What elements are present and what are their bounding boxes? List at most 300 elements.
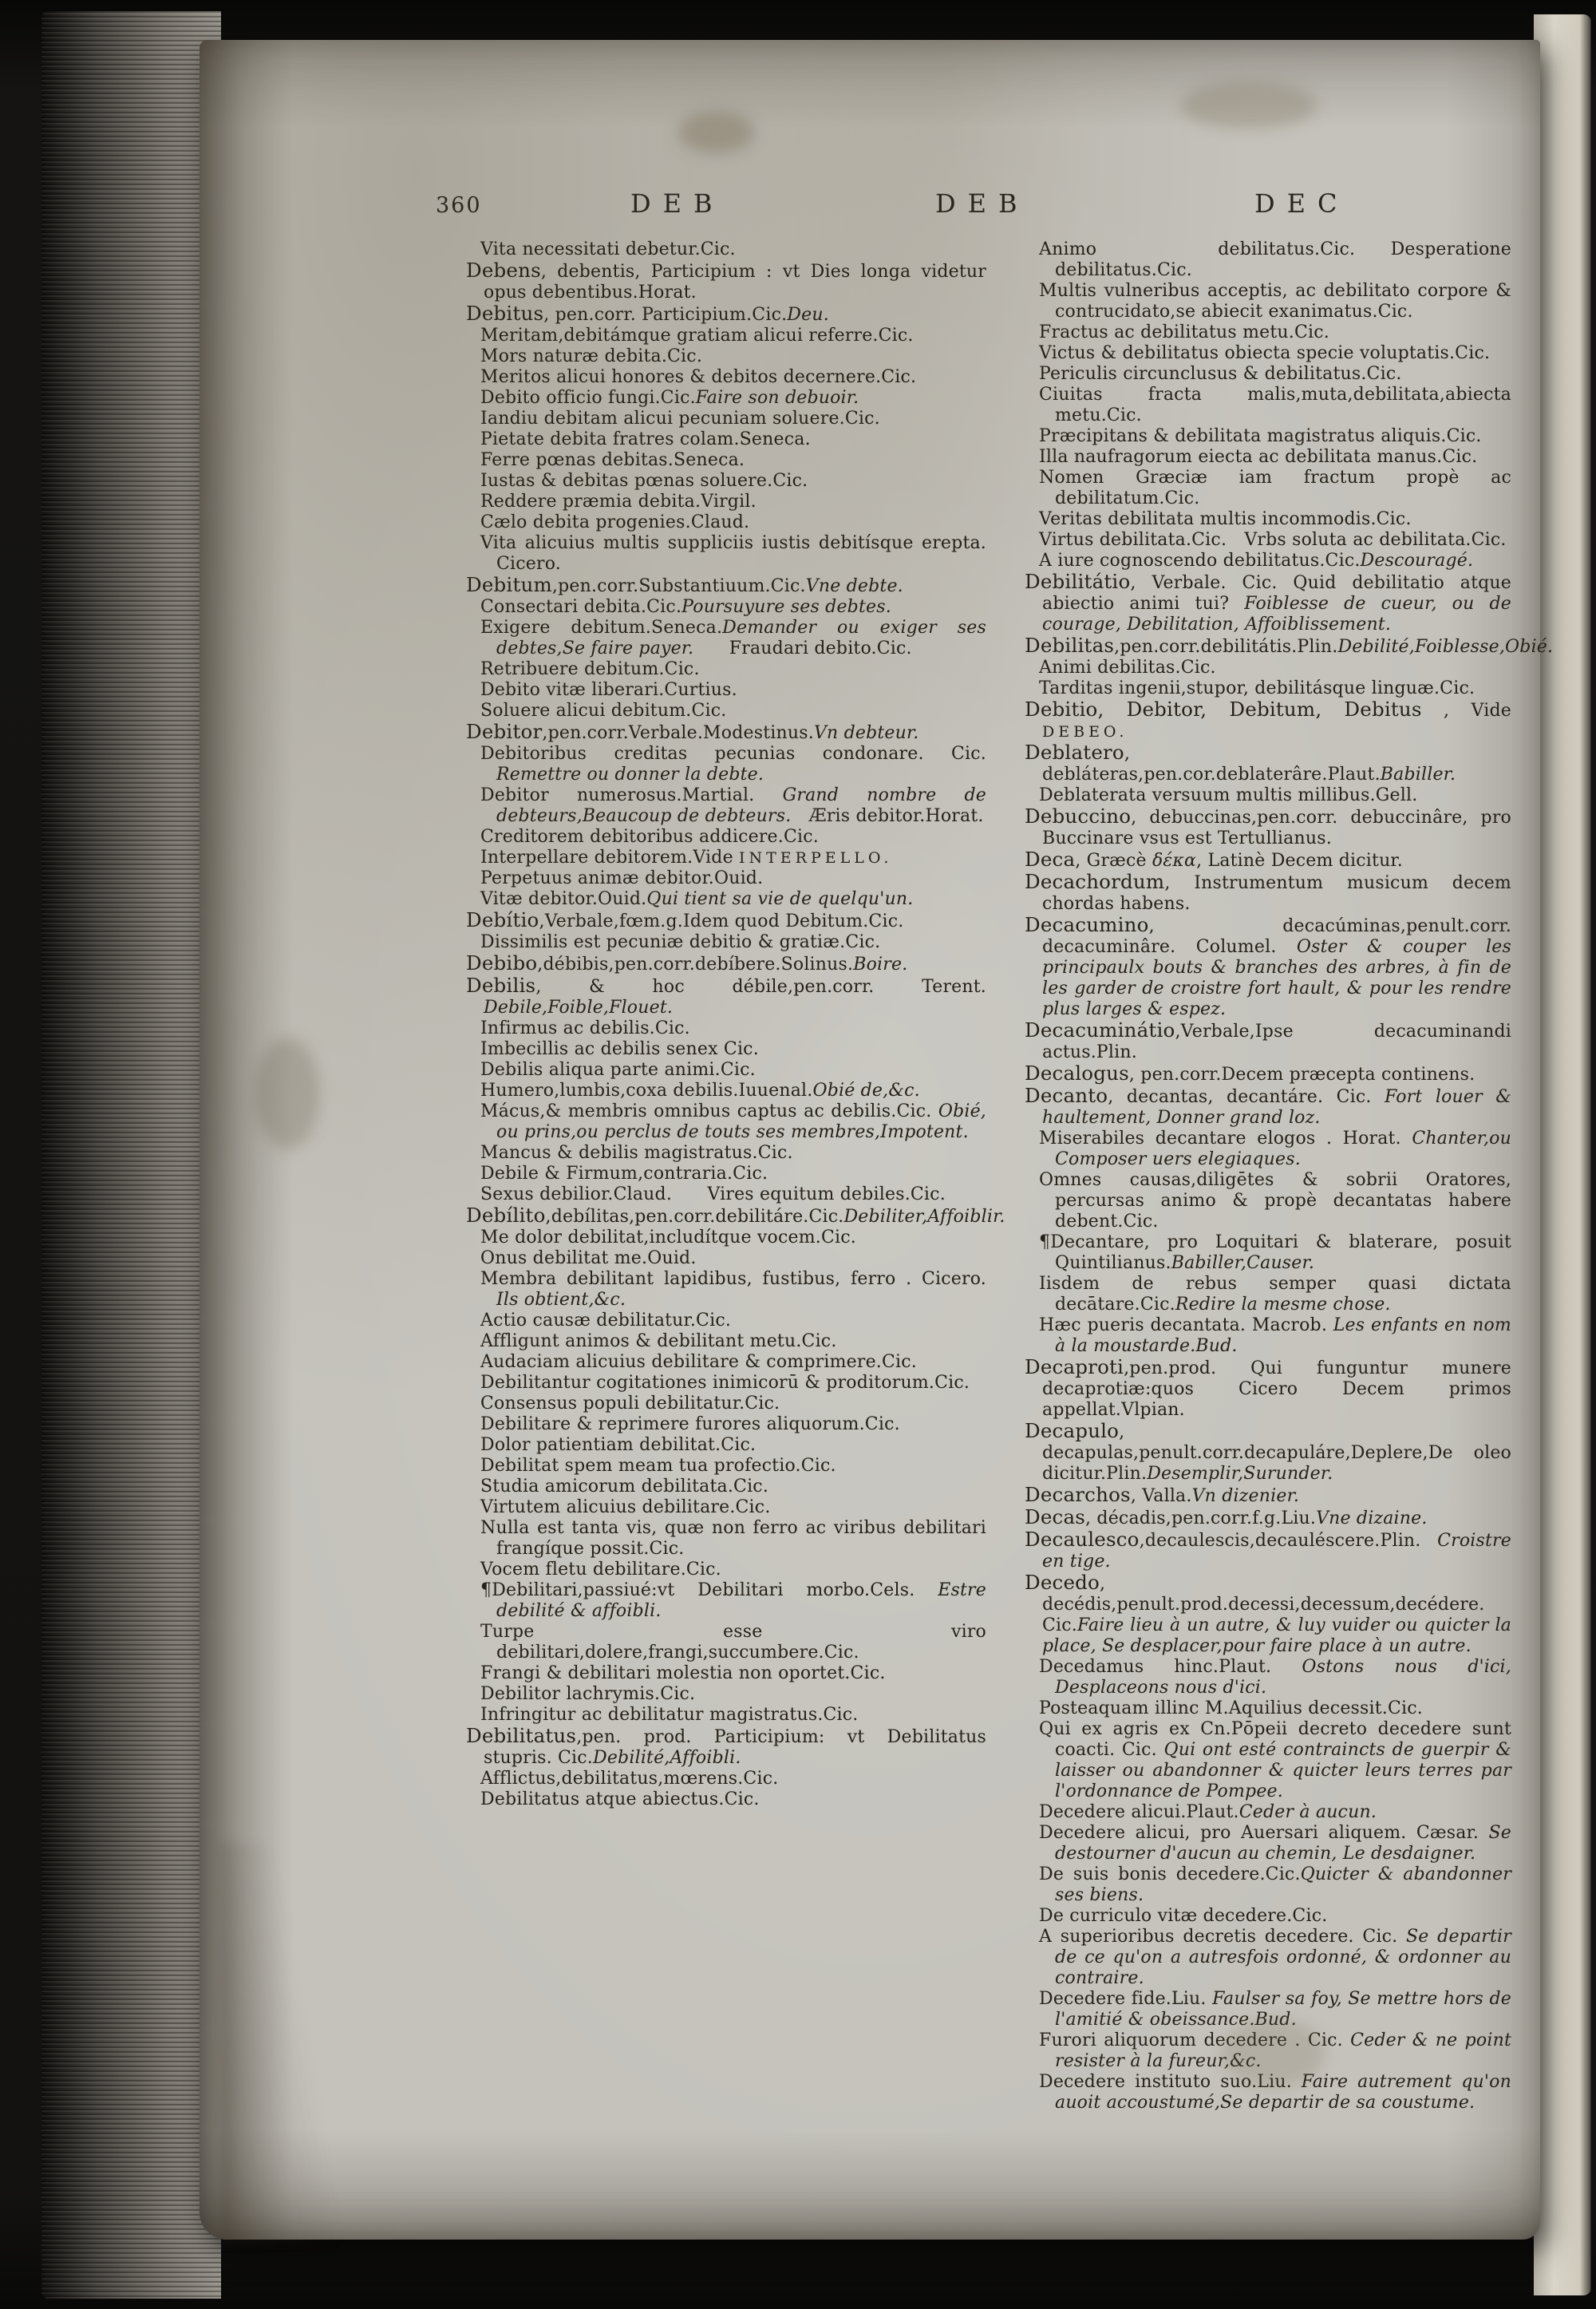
entry-text: Dissimilis est pecuniæ debitio & gratiæ.Cic. xyxy=(480,932,881,952)
dictionary-entry xyxy=(1025,1170,1511,1232)
entry-text: ,Verbale,fœm.g.Idem quod Debitum.Cic. xyxy=(539,911,904,931)
dictionary-entry xyxy=(466,471,986,492)
french-gloss: Faire lieu à un autre, & luy vuider ou quicter la place, Se desplacer,pour faire place à un autre. xyxy=(1042,1615,1511,1656)
dictionary-entry xyxy=(466,701,986,722)
dictionary-entry xyxy=(466,367,986,388)
entry-text: Posteaquam illinc M.Aquilius decessit.Cic. xyxy=(1039,1698,1423,1718)
french-gloss: Faire autrement qu'on auoit accoustumé,Se departir de sa coustume. xyxy=(1055,2072,1511,2113)
dictionary-entry xyxy=(1025,447,1511,468)
dictionary-entry xyxy=(1025,872,1511,915)
entry-text: , Græcè xyxy=(1075,851,1152,871)
french-gloss: Quicter & abandonner ses biens. xyxy=(1055,1864,1511,1905)
headword: Deblatero xyxy=(1025,741,1124,764)
entry-text: , decantas, decantáre. Cic. xyxy=(1108,1087,1385,1107)
headword: Decarchos xyxy=(1025,1483,1131,1506)
dictionary-entry xyxy=(1025,658,1511,678)
running-head-center: DEB xyxy=(935,188,1029,219)
dictionary-entry xyxy=(1025,699,1511,742)
dictionary-entry xyxy=(466,1352,986,1373)
dictionary-entry xyxy=(1025,1529,1511,1572)
entry-text: Omnes causas,diligētes & sobrii Oratores, percursas animo & propè decantatas habere debent.Cic. xyxy=(1039,1170,1511,1232)
dictionary-entry xyxy=(466,597,986,618)
headword: Decalogus xyxy=(1025,1062,1129,1085)
headword: Deca xyxy=(1025,848,1076,871)
dictionary-entry xyxy=(1025,1274,1511,1315)
dictionary-entry xyxy=(466,533,986,575)
entry-text: Afflictus,debilitatus,mœrens.Cic. xyxy=(480,1769,779,1789)
entry-text: Fractus ac debilitatus metu.Cic. xyxy=(1039,322,1329,342)
dictionary-entry xyxy=(1025,1864,1511,1906)
dictionary-entry xyxy=(466,429,986,450)
french-gloss: Qui tient sa vie de quelqu'un. xyxy=(646,889,914,909)
cross-reference: INTERPELLO. xyxy=(739,849,893,867)
dictionary-entry xyxy=(466,1705,986,1726)
entry-text: , décadis,pen.corr.f.g.Liu. xyxy=(1085,1508,1317,1528)
dictionary-entry xyxy=(466,1769,986,1789)
dictionary-entry xyxy=(466,659,986,680)
headword: Decedo xyxy=(1025,1571,1100,1594)
french-gloss: Vne dizaine. xyxy=(1316,1508,1428,1528)
entry-text: ,Verbale,Ipse decacuminandi actus.Plin. xyxy=(1042,1022,1511,1062)
french-gloss: Debile,Foible,Flouet. xyxy=(484,998,674,1018)
french-gloss: Debiliter,Affoiblir. xyxy=(843,1207,1005,1227)
headword: Debilitas xyxy=(1025,634,1115,657)
dictionary-entry xyxy=(466,1204,1005,1228)
dictionary-entry xyxy=(466,827,986,848)
entry-text: Meritos alicui honores & debitos decernere.Cic. xyxy=(480,367,917,387)
dictionary-entry xyxy=(1025,1698,1511,1719)
dictionary-entry xyxy=(466,512,986,533)
dictionary-entry xyxy=(466,409,986,429)
entry-text: Debilitare & reprimere furores aliquorum.Cic. xyxy=(480,1414,900,1434)
paper-stain xyxy=(1181,81,1317,129)
french-gloss: Obié, ou prins,ou perclus de touts ses membres,Impotent. xyxy=(496,1101,986,1142)
entry-text: Debitoribus creditas pecunias condonare. Cic. xyxy=(480,744,986,764)
dictionary-entry xyxy=(1025,1020,1511,1063)
paper-crease xyxy=(220,1844,340,2243)
headword: Debilitatus xyxy=(466,1724,577,1747)
dictionary-entry xyxy=(466,722,986,744)
entry-text: De curriculo vitæ decedere.Cic. xyxy=(1039,1906,1328,1926)
dictionary-entry xyxy=(466,932,986,953)
entry-text: Miserabiles decantare elogos . Horat. xyxy=(1039,1129,1412,1149)
entry-text: Onus debilitat me.Ouid. xyxy=(480,1248,697,1268)
entry-text: Æris debitor.Horat. xyxy=(791,806,984,826)
french-gloss: Deu. xyxy=(787,305,829,325)
french-gloss: Ceder à aucun. xyxy=(1238,1802,1377,1822)
entry-text: Vitæ debitor.Ouid. xyxy=(480,889,647,909)
dictionary-entry xyxy=(466,1435,986,1456)
dictionary-entry xyxy=(1025,1063,1511,1085)
dictionary-entry xyxy=(466,303,986,326)
french-gloss: Estre debilité & affoibli. xyxy=(496,1580,986,1621)
dictionary-entry xyxy=(1025,343,1511,364)
dictionary-entry xyxy=(1025,1802,1511,1823)
page-number: 360 xyxy=(436,193,482,218)
dictionary-entry xyxy=(466,1580,986,1622)
french-gloss: δέκα xyxy=(1152,851,1197,871)
entry-text: Mors naturæ debita.Cic. xyxy=(480,346,703,366)
entry-text: ,pen. prod. Participium: vt Debilitatus stupris. Cic. xyxy=(484,1727,986,1768)
dictionary-entry xyxy=(466,953,986,975)
entry-text: Decedere alicui.Plaut. xyxy=(1039,1802,1239,1822)
french-gloss: Chanter,ou Composer uers elegiaques. xyxy=(1055,1129,1511,1169)
dictionary-entry xyxy=(1025,1129,1511,1170)
headword: Decachordum xyxy=(1025,870,1165,893)
dictionary-entry xyxy=(466,1060,986,1081)
dictionary-entry xyxy=(1025,509,1511,530)
dictionary-entry xyxy=(466,1373,986,1394)
entry-text: Humero,lumbis,coxa debilis.Iuuenal. xyxy=(480,1081,813,1101)
headword: Decaulesco xyxy=(1025,1528,1140,1551)
dictionary-entry xyxy=(466,1726,986,1769)
entry-text: Vita necessitati debetur.Cic. xyxy=(480,239,736,259)
french-gloss: Se destourner d'aucun au chemin, Le desdaigner. xyxy=(1055,1823,1511,1864)
dictionary-entry xyxy=(1025,571,1511,635)
dictionary-entry xyxy=(466,1622,986,1663)
entry-text: Victus & debilitatus obiecta specie voluptatis.Cic. xyxy=(1039,343,1491,363)
entry-text: , debentis, Participium : vt Dies longa videtur opus debentibus.Horat. xyxy=(484,262,986,302)
entry-text: ,pen.prod. Qui funguntur munere decaprotiæ:quos Cicero Decem primos appellat.Vlpian. xyxy=(1042,1358,1511,1420)
entry-text: Debilitat spem meam tua profectio.Cic. xyxy=(480,1456,836,1476)
dictionary-entry xyxy=(1025,678,1511,699)
cross-reference: DEBEO. xyxy=(1042,723,1128,741)
french-gloss: Croistre en tige. xyxy=(1042,1531,1511,1572)
entry-text: ,pen.corr.Verbale.Modestinus. xyxy=(542,723,814,743)
french-gloss: Grand nombre de debteurs,Beaucoup de debteurs. xyxy=(496,785,986,826)
dictionary-entry xyxy=(466,326,986,346)
dictionary-entry xyxy=(1025,1085,1511,1129)
entry-text: Hæc pueris decantata. Macrob. xyxy=(1039,1315,1333,1335)
entry-text: Creditorem debitoribus addicere.Cic. xyxy=(480,827,819,847)
dictionary-entry xyxy=(466,388,986,409)
entry-text: Nulla est tanta vis, quæ non ferro ac viribus debilitari frangíque possit.Cic. xyxy=(480,1518,986,1559)
entry-text: , pen.corr. Participium.Cic. xyxy=(543,305,788,325)
entry-text: Consectari debita.Cic. xyxy=(480,597,682,617)
entry-text: ,decaulescis,decauléscere.Plin. xyxy=(1139,1531,1438,1551)
french-gloss: Ceder & ne point resister à la fureur,&c. xyxy=(1055,2030,1512,2071)
entry-text: Veritas debilitata multis incommodis.Cic. xyxy=(1039,509,1412,529)
dictionary-column-left xyxy=(466,239,1005,1810)
french-gloss: Remettre ou donner la debte. xyxy=(496,765,764,785)
entry-text: A iure cognoscendo debilitatus.Cic. xyxy=(1039,551,1361,571)
dictionary-entry xyxy=(466,1143,986,1164)
entry-text: Qui ex agris ex Cn.Pōpeii decreto decedere sunt coacti. Cic. xyxy=(1039,1719,1511,1760)
dictionary-entry xyxy=(1025,1572,1511,1657)
dictionary-entry xyxy=(1025,849,1511,872)
entry-text: Debitor numerosus.Martial. xyxy=(480,785,783,805)
entry-text: Decedere fide.Liu. xyxy=(1039,1989,1213,2009)
french-gloss: Demander ou exiger ses debtes,Se faire payer. xyxy=(496,618,986,658)
entry-text: Tarditas ingenii,stupor, debilitásque linguæ.Cic. xyxy=(1039,678,1476,698)
headword: Decacumino xyxy=(1025,913,1149,936)
paper-stain xyxy=(1221,2019,1325,2087)
headword: Decanto xyxy=(1025,1084,1108,1107)
headword: Debilitátio xyxy=(1025,570,1131,593)
dictionary-entry xyxy=(466,450,986,471)
entry-text: Nomen Græciæ iam fractum propè ac debilitatum.Cic. xyxy=(1039,468,1511,508)
dictionary-entry xyxy=(466,1184,986,1205)
dictionary-entry xyxy=(1025,806,1511,849)
entry-text: Deblaterata versuum multis millibus.Gell. xyxy=(1039,785,1418,805)
dictionary-entry xyxy=(1025,530,1511,551)
entry-text: ,debílitas,pen.corr.debilitáre.Cic. xyxy=(545,1207,844,1227)
headword: Decacuminátio xyxy=(1025,1018,1175,1042)
entry-text: Mancus & debilis magistratus.Cic. xyxy=(480,1143,793,1163)
entry-text: , Instrumentum musicum decem chordas habens. xyxy=(1042,873,1511,914)
headword: Decapulo xyxy=(1025,1419,1120,1442)
dictionary-entry xyxy=(1025,468,1511,509)
french-gloss: Foiblesse de cueur, ou de courage, Debilitation, Affoiblissement. xyxy=(1042,594,1511,635)
dictionary-entry xyxy=(1025,281,1511,322)
french-gloss: Vn dizenier. xyxy=(1191,1486,1300,1506)
dictionary-column-right xyxy=(1025,239,1554,2113)
dictionary-entry xyxy=(466,1269,986,1311)
entry-text: ¶Debilitari,passiué:vt Debilitari morbo.Cels. xyxy=(480,1580,938,1600)
paper-stain xyxy=(678,112,754,153)
dictionary-entry xyxy=(466,492,986,512)
dictionary-entry xyxy=(466,1394,986,1414)
entry-text: , pen.corr.Decem præcepta continens. xyxy=(1128,1065,1476,1085)
headword: Debuccino xyxy=(1025,805,1132,828)
entry-text: Decedere alicui, pro Auersari aliquem. Cæsar. xyxy=(1039,1823,1489,1843)
running-head-right: DEC xyxy=(1254,188,1349,219)
dictionary-entry xyxy=(466,680,986,701)
running-head-left: DEB xyxy=(630,188,725,219)
dictionary-entry xyxy=(466,1039,986,1060)
entry-text: Iisdem de rebus semper quasi dictata decātare.Cic. xyxy=(1039,1274,1511,1315)
entry-text: Studia amicorum debilitata.Cic. xyxy=(480,1477,769,1497)
entry-text: Imbecillis ac debilis senex Cic. xyxy=(480,1039,759,1059)
entry-text: , debuccinas,pen.corr. debuccinâre, pro Buccinare vsus est Tertullianus. xyxy=(1042,808,1511,848)
dictionary-entry xyxy=(1025,551,1511,571)
french-gloss: Vne debte. xyxy=(805,576,903,596)
dictionary-entry xyxy=(466,1311,986,1331)
entry-text: Ciuitas fracta malis,muta,debilitata,abiecta metu.Cic. xyxy=(1039,385,1511,425)
dictionary-entry xyxy=(1025,1657,1511,1698)
french-gloss: Redire la mesme chose. xyxy=(1175,1295,1391,1315)
dictionary-entry xyxy=(1025,1232,1511,1274)
headword: Debens xyxy=(466,259,541,282)
dictionary-entry xyxy=(466,575,986,597)
french-gloss: Obié de,&c. xyxy=(812,1081,920,1101)
french-gloss: Debilité,Affoibli. xyxy=(593,1748,741,1768)
dictionary-entry xyxy=(466,1018,986,1039)
entry-text: , Latinè Decem dicitur. xyxy=(1196,851,1403,871)
dictionary-entry xyxy=(1025,1823,1511,1864)
dictionary-entry xyxy=(466,1518,986,1560)
entry-text: , & hoc débile,pen.corr. Terent. xyxy=(535,977,986,997)
entry-text: Frangi & debilitari molestia non oportet.Cic. xyxy=(480,1663,886,1683)
french-gloss: Se departir de ce qu'on a autresfois ordonné, & ordonner au contraire. xyxy=(1055,1927,1511,1988)
dictionary-entry xyxy=(1025,239,1511,281)
dictionary-entry xyxy=(1025,915,1511,1020)
dictionary-entry xyxy=(466,1331,986,1352)
headword: Debitio, Debitor, Debitum, Debitus xyxy=(1025,698,1422,721)
headword: Debitor xyxy=(466,720,543,743)
entry-text: Animi debilitas.Cic. xyxy=(1039,658,1216,678)
dictionary-entry xyxy=(466,260,986,303)
next-page-fore-edge xyxy=(1534,14,1591,2295)
entry-text: Pietate debita fratres colam.Seneca. xyxy=(480,429,811,449)
dictionary-entry xyxy=(1025,1357,1511,1421)
dictionary-entry xyxy=(466,618,986,659)
dictionary-entry xyxy=(466,346,986,367)
entry-text: Affligunt animos & debilitant metu.Cic. xyxy=(480,1331,837,1351)
dictionary-entry xyxy=(466,1248,986,1269)
french-gloss: Les enfants en nom à la moustarde.Bud. xyxy=(1055,1315,1511,1356)
dictionary-entry xyxy=(466,975,986,1018)
dictionary-entry xyxy=(466,910,986,932)
entry-text: Periculis circunclusus & debilitatus.Cic. xyxy=(1039,364,1402,384)
headword: Decaproti xyxy=(1025,1355,1124,1378)
entry-text: Interpellare debitorem.Vide xyxy=(480,848,739,868)
dictionary-entry xyxy=(1025,1507,1511,1529)
dictionary-entry xyxy=(1025,385,1511,426)
headword: Decas xyxy=(1025,1505,1086,1528)
entry-text: Debilitor lachrymis.Cic. xyxy=(480,1684,696,1704)
entry-text: Debilitantur cogitationes inimicorū & proditorum.Cic. xyxy=(480,1373,970,1393)
french-gloss: Descouragé. xyxy=(1360,551,1474,571)
dictionary-entry xyxy=(466,1497,986,1518)
dictionary-entry xyxy=(466,889,986,910)
dictionary-entry xyxy=(1025,634,1554,658)
entry-text: Reddere præmia debita.Virgil. xyxy=(480,492,757,512)
dictionary-entry xyxy=(1025,1315,1511,1357)
headword: Debibo xyxy=(466,951,538,975)
french-gloss: Qui ont esté contraincts de guerpir & laisser ou abandonner & quicter leurs terres par l'ordonnance de Pompee. xyxy=(1055,1740,1511,1801)
entry-text: Debito vitæ liberari.Curtius. xyxy=(480,680,737,700)
entry-text: Furori aliquorum decedere . Cic. xyxy=(1039,2030,1351,2050)
french-gloss: Ils obtient,&c. xyxy=(496,1290,626,1310)
dictionary-entry xyxy=(466,1101,986,1143)
entry-text: , decacúminas,penult.corr. decacuminâre. Columel. xyxy=(1042,916,1511,957)
french-gloss: Babiller. xyxy=(1380,765,1456,785)
entry-text: Turpe esse viro debilitari,dolere,frangi,succumbere.Cic. xyxy=(480,1622,986,1663)
entry-text: Debilis aliqua parte animi.Cic. xyxy=(480,1060,756,1080)
entry-text: Infirmus ac debilis.Cic. xyxy=(480,1018,690,1038)
dictionary-entry xyxy=(466,1456,986,1477)
dictionary-entry xyxy=(466,239,986,260)
entry-text: Mácus,& membris omnibus captus ac debilis.Cic. xyxy=(480,1101,938,1121)
french-gloss: Oster & couper les principaulx bouts & branches des arbres, à fin de les garder de croistre fort hault, & pour les rendre plus larges & espez. xyxy=(1042,937,1511,1019)
entry-text: Meritam,debitámque gratiam alicui referre.Cic. xyxy=(480,326,914,346)
dictionary-entry xyxy=(466,1414,986,1435)
french-gloss: Ostons nous d'ici, Desplaceons nous d'ici. xyxy=(1055,1657,1511,1698)
entry-text: Decedere instituto suo.Liu. xyxy=(1039,2072,1302,2092)
entry-text: A superioribus decretis decedere. Cic. xyxy=(1039,1927,1406,1947)
dictionary-entry xyxy=(466,1560,986,1580)
french-gloss: Faire son debuoir. xyxy=(695,388,859,408)
french-gloss: Faulser sa foy, Se mettre hors de l'amitié & obeissance.Bud. xyxy=(1055,1989,1511,2030)
entry-text: Soluere alicui debitum.Cic. xyxy=(480,701,727,721)
entry-text: Illa naufragorum eiecta ac debilitata manus.Cic. xyxy=(1039,447,1478,467)
entry-text: Debile & Firmum,contraria.Cic. xyxy=(480,1164,768,1184)
headword: Debílito xyxy=(466,1204,546,1227)
entry-text: Vocem fletu debilitare.Cic. xyxy=(480,1560,721,1580)
entry-text: Debilitatus atque abiectus.Cic. xyxy=(480,1789,760,1809)
entry-text: ,pen.corr.Substantiuum.Cic. xyxy=(551,576,806,596)
dictionary-entry xyxy=(1025,1485,1511,1507)
entry-text: Debito officio fungi.Cic. xyxy=(480,388,696,408)
entry-text: Actio causæ debilitatur.Cic. xyxy=(480,1311,732,1330)
entry-text: Perpetuus animæ debitor.Ouid. xyxy=(480,868,764,888)
dictionary-entry xyxy=(1025,742,1511,785)
dictionary-entry xyxy=(1025,785,1511,806)
entry-text: ¶Decantare, pro Loquitari & blaterare, posuit Quintilianus. xyxy=(1039,1232,1511,1273)
entry-text: , Verbale. Cic. Quid debilitatio atque abiectio animi tui? xyxy=(1042,573,1511,614)
entry-text: Infringitur ac debilitatur magistratus.Cic. xyxy=(480,1705,859,1725)
entry-text: Membra debilitant lapidibus, fustibus, ferro . Cicero. xyxy=(480,1269,986,1289)
entry-text: , decédis,penult.prod.decessi,decessum,decédere. Cic. xyxy=(1042,1574,1485,1635)
entry-text: Consensus populi debilitatur.Cic. xyxy=(480,1394,780,1413)
entry-text: Ferre pœnas debitas.Seneca. xyxy=(480,450,745,470)
dictionary-entry xyxy=(1025,322,1511,343)
dictionary-entry xyxy=(1025,1906,1511,1927)
dictionary-entry xyxy=(466,1684,986,1705)
dictionary-entry xyxy=(1025,364,1511,385)
entry-text: Virtutem alicuius debilitare.Cic. xyxy=(480,1497,771,1517)
headword: Debitus xyxy=(466,302,544,325)
dictionary-entry xyxy=(466,1164,986,1184)
dictionary-entry xyxy=(466,1789,986,1810)
headword: Debilis xyxy=(466,974,536,997)
entry-text: ,pen.corr.debilitátis.Plin. xyxy=(1114,637,1338,657)
entry-text: Virtus debilitata.Cic. Vrbs soluta ac debilitata.Cic. xyxy=(1039,530,1507,550)
dictionary-entry xyxy=(1025,1719,1511,1802)
entry-text: Præcipitans & debilitata magistratus aliquis.Cic. xyxy=(1039,426,1482,446)
entry-text: , Vide xyxy=(1421,701,1511,721)
entry-text: De suis bonis decedere.Cic. xyxy=(1039,1864,1301,1884)
entry-text: Audaciam alicuius debilitare & comprimere.Cic. xyxy=(480,1352,917,1372)
entry-text: Vita alicuius multis suppliciis iustis debitísque erepta. Cicero. xyxy=(480,533,986,574)
entry-text: , Valla. xyxy=(1130,1486,1192,1506)
dictionary-entry xyxy=(1025,426,1511,447)
entry-text: Cælo debita progenies.Claud. xyxy=(480,512,750,532)
dictionary-entry xyxy=(1025,1927,1511,1989)
french-gloss: Debilité,Foiblesse,Obié. xyxy=(1337,637,1554,657)
paper-stain xyxy=(255,1038,319,1149)
headword: Debítio xyxy=(466,908,539,931)
headword: Debitum xyxy=(466,573,552,596)
dictionary-entry xyxy=(466,868,986,889)
french-gloss: Babiller,Causer. xyxy=(1171,1253,1315,1273)
book-spine-leaf-edges xyxy=(41,11,221,2299)
entry-text: Exigere debitum.Seneca. xyxy=(480,618,723,638)
french-gloss: Fort louer & haultement, Donner grand loz. xyxy=(1042,1087,1511,1128)
entry-text: Animo debilitatus.Cic. Desperatione debilitatus.Cic. xyxy=(1039,239,1511,280)
entry-text: Me dolor debilitat,includítque vocem.Cic. xyxy=(480,1228,856,1247)
entry-text: Iandiu debitam alicui pecuniam soluere.Cic. xyxy=(480,409,880,429)
dictionary-entry xyxy=(466,1663,986,1684)
french-gloss: Vn debteur. xyxy=(813,723,919,743)
entry-text: , debláteras,pen.cor.deblaterâre.Plaut. xyxy=(1042,744,1381,785)
entry-text: Retribuere debitum.Cic. xyxy=(480,659,700,679)
entry-text: Multis vulneribus acceptis, ac debilitato corpore & contrucidato,se abiecit exanimatus.Cic. xyxy=(1039,281,1511,322)
dictionary-entry xyxy=(466,848,986,868)
entry-text: Iustas & debitas pœnas soluere.Cic. xyxy=(480,471,808,491)
entry-text: Dolor patientiam debilitat.Cic. xyxy=(480,1435,757,1455)
dictionary-entry xyxy=(466,744,986,785)
dictionary-entry xyxy=(466,1228,986,1248)
entry-text: Sexus debilior.Claud. Vires equitum debiles.Cic. xyxy=(480,1184,946,1204)
dictionary-entry xyxy=(1025,1421,1511,1485)
dictionary-page xyxy=(200,40,1554,2240)
entry-text: ,débibis,pen.corr.debíbere.Solinus. xyxy=(537,955,854,975)
dictionary-entry xyxy=(466,1081,986,1101)
dictionary-entry xyxy=(466,1477,986,1497)
entry-text: Fraudari debito.Cic. xyxy=(693,639,912,658)
